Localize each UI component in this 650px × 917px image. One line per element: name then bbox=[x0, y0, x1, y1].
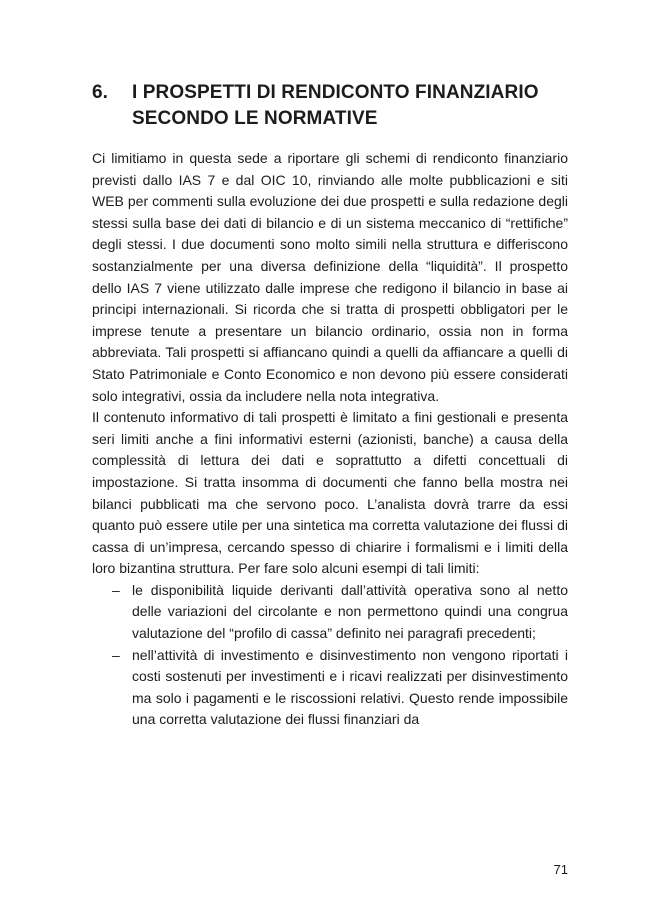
list-item-text: le disponibilità liquide derivanti dall’attività operativa sono al netto delle variazioni del circolante e non permettono quindi una congrua valutazione del “profilo di cassa” definito nei paragrafi precedenti; bbox=[132, 581, 568, 642]
body-text bbox=[92, 148, 568, 731]
paragraph: Il contenuto informativo di tali prospetti è limitato a fini gestionali e presenta seri limiti anche a fini informativi esterni (azionisti, banche) a causa della complessità di lettura dei dati e soprattutto a difetti concettuali di impostazione. Si tratta insomma di documenti che fanno bella mostra nei bilanci pubblicati ma che servono poco. L’analista dovrà trarre da essi quanto può essere utile per una sintetica ma corretta valutazione dei flussi di cassa di un’impresa, cercando spesso di chiarire i formalismi e i limiti della loro bizantina struttura. Per fare solo alcuni esempi di tali limiti: bbox=[92, 409, 568, 577]
section-title-line-2: SECONDO LE NORMATIVE bbox=[132, 108, 378, 129]
bullet-list bbox=[92, 580, 568, 731]
list-item-text: nell’attività di investimento e disinvestimento non vengono riportati i costi sostenuti per investimenti e i ricavi realizzati per disinvestimento ma solo i pagamenti e le riscossioni relativi. Questo rende impossibile una corretta valutazione dei flussi finanziari da bbox=[132, 646, 568, 728]
page-number: 71 bbox=[553, 862, 568, 877]
dash-bullet: – bbox=[112, 646, 120, 663]
section-title-line-1: I PROSPETTI DI RENDICONTO FINANZIARIO bbox=[132, 82, 539, 103]
section-number: 6. bbox=[92, 82, 109, 103]
list-item bbox=[92, 645, 568, 731]
paragraph: Ci limitiamo in questa sede a riportare gli schemi di rendiconto finanziario previsti dallo IAS 7 e dal OIC 10, rinviando alle molte pubblicazioni e siti WEB per commenti sulla evoluzione dei due prospetti e sulla redazione degli stessi sulla base dei dati di bilancio e di un sistema meccanico di “rettifiche” degli stessi. I due documenti sono molto simili nella struttura e differiscono sostanzialmente per una diversa definizione della “liquidità”. Il prospetto dello IAS 7 viene utilizzato dalle imprese che redigono il bilancio in base ai principi internazionali. Si ricorda che si tratta di prospetti obbligatori per le imprese tenute a presentare un bilancio ordinario, ossia non in forma abbreviata. Tali prospetti si affiancano quindi a quelli da affiancare a quelli di Stato Patrimoniale e Conto Economico e non devono più essere considerati solo integrativi, ossia da includere nella nota integrativa. bbox=[92, 150, 568, 404]
dash-bullet: – bbox=[112, 581, 120, 598]
section-heading bbox=[92, 80, 572, 132]
list-item bbox=[92, 580, 568, 645]
section-title bbox=[132, 80, 572, 132]
